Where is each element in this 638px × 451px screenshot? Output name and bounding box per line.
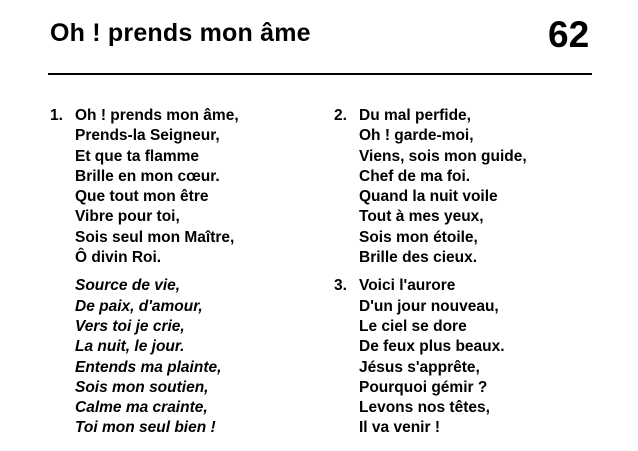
verse-3 (334, 276, 527, 438)
song-title: Oh ! prends mon âme (50, 19, 311, 47)
verse-1 (50, 106, 239, 268)
refrain-line: Entends ma plainte, (75, 358, 222, 376)
refrain-line: Calme ma crainte, (75, 399, 208, 417)
refrain-line: Sois mon soutien, (75, 378, 209, 396)
song-number: 62 (548, 14, 590, 55)
verse-line: Sois seul mon Maître, (75, 228, 235, 246)
verse-line: Oh ! prends mon âme, (75, 107, 239, 124)
verse-line: Oh ! garde-moi, (359, 127, 474, 145)
verse-spacer (334, 268, 527, 276)
verse-line: Vibre pour toi, (75, 208, 180, 226)
verse-line: Sois mon étoile, (359, 228, 478, 246)
refrain-line: Vers toi je crie, (75, 317, 185, 335)
verse-line: D'un jour nouveau, (359, 297, 499, 315)
verse-line: Voici l'aurore (359, 277, 456, 295)
verse-line: Jésus s'apprête, (359, 358, 480, 376)
verse-number: 1. (50, 107, 63, 124)
verse-line: Viens, sois mon guide, (359, 147, 527, 165)
verse-line: Ô divin Roi. (75, 249, 162, 267)
refrain-line: De paix, d'amour, (75, 297, 203, 315)
verse-line: Prends-la Seigneur, (75, 127, 220, 145)
verse-line: Tout à mes yeux, (359, 208, 484, 226)
verse-2 (334, 106, 527, 268)
refrain (50, 276, 239, 438)
verse-line: Et que ta flamme (75, 147, 200, 165)
verse-line: Levons nos têtes, (359, 399, 490, 417)
verse-line: Chef de ma foi. (359, 167, 471, 185)
verse-line: Brille des cieux. (359, 249, 478, 267)
verse-line: Du mal perfide, (359, 107, 471, 124)
title-divider (48, 73, 592, 75)
verse-line: Quand la nuit voile (359, 188, 498, 206)
verse-line: Que tout mon être (75, 188, 209, 206)
verse-line: Le ciel se dore (359, 317, 467, 335)
verse-line: Brille en mon cœur. (75, 167, 220, 185)
verse-line: De feux plus beaux. (359, 338, 505, 356)
verse-line: Pourquoi gémir ? (359, 378, 488, 396)
verse-number: 2. (334, 107, 347, 124)
refrain-line: Toi mon seul bien ! (75, 419, 216, 437)
left-column (50, 106, 239, 439)
refrain-line: La nuit, le jour. (75, 338, 185, 356)
verse-number: 3. (334, 277, 347, 295)
right-column (334, 106, 527, 439)
refrain-line: Source de vie, (75, 277, 181, 295)
verse-line: Il va venir ! (359, 419, 440, 437)
